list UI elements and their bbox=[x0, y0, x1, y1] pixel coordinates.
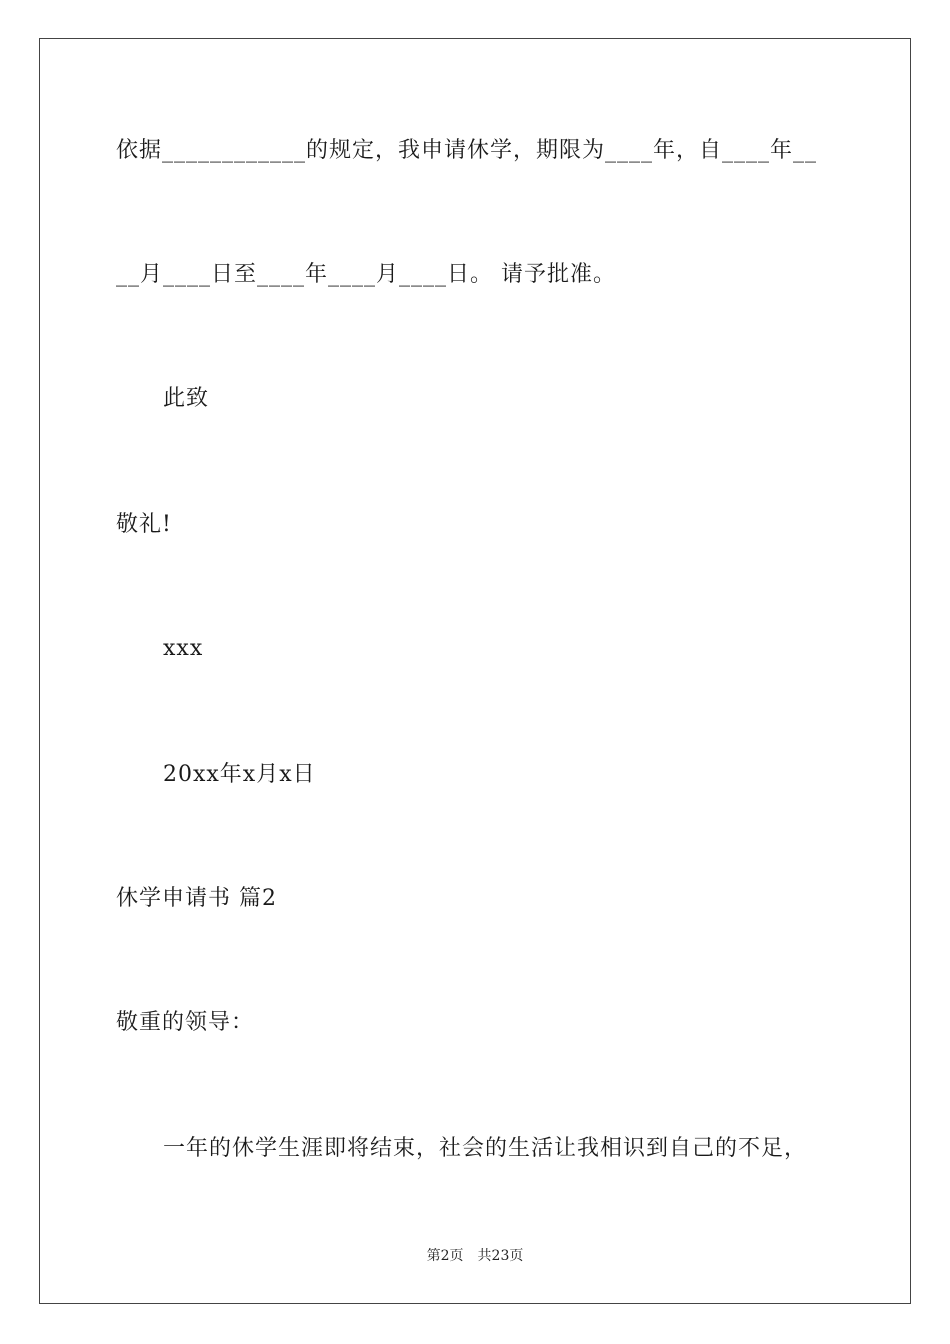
closing-regards: 敬礼! bbox=[116, 512, 172, 537]
page-number-footer: 第2页 共23页 bbox=[426, 1248, 524, 1264]
paragraph-regulation-line-2: __月____日至____年____月____日。 请予批准。 bbox=[116, 262, 616, 287]
closing-salutation: 此致 bbox=[163, 386, 210, 411]
letter-greeting: 敬重的领导： bbox=[116, 1010, 255, 1035]
signature-name: xxx bbox=[163, 636, 204, 661]
signature-date: 20xx年x月x日 bbox=[163, 762, 316, 787]
paragraph-regulation-line-1: 依据____________的规定，我申请休学，期限为____年，自____年__ bbox=[116, 138, 818, 163]
section-heading: 休学申请书 篇2 bbox=[116, 886, 277, 911]
page-border bbox=[39, 38, 911, 1304]
body-paragraph: 一年的休学生涯即将结束，社会的生活让我相识到自己的不足， bbox=[163, 1136, 808, 1161]
